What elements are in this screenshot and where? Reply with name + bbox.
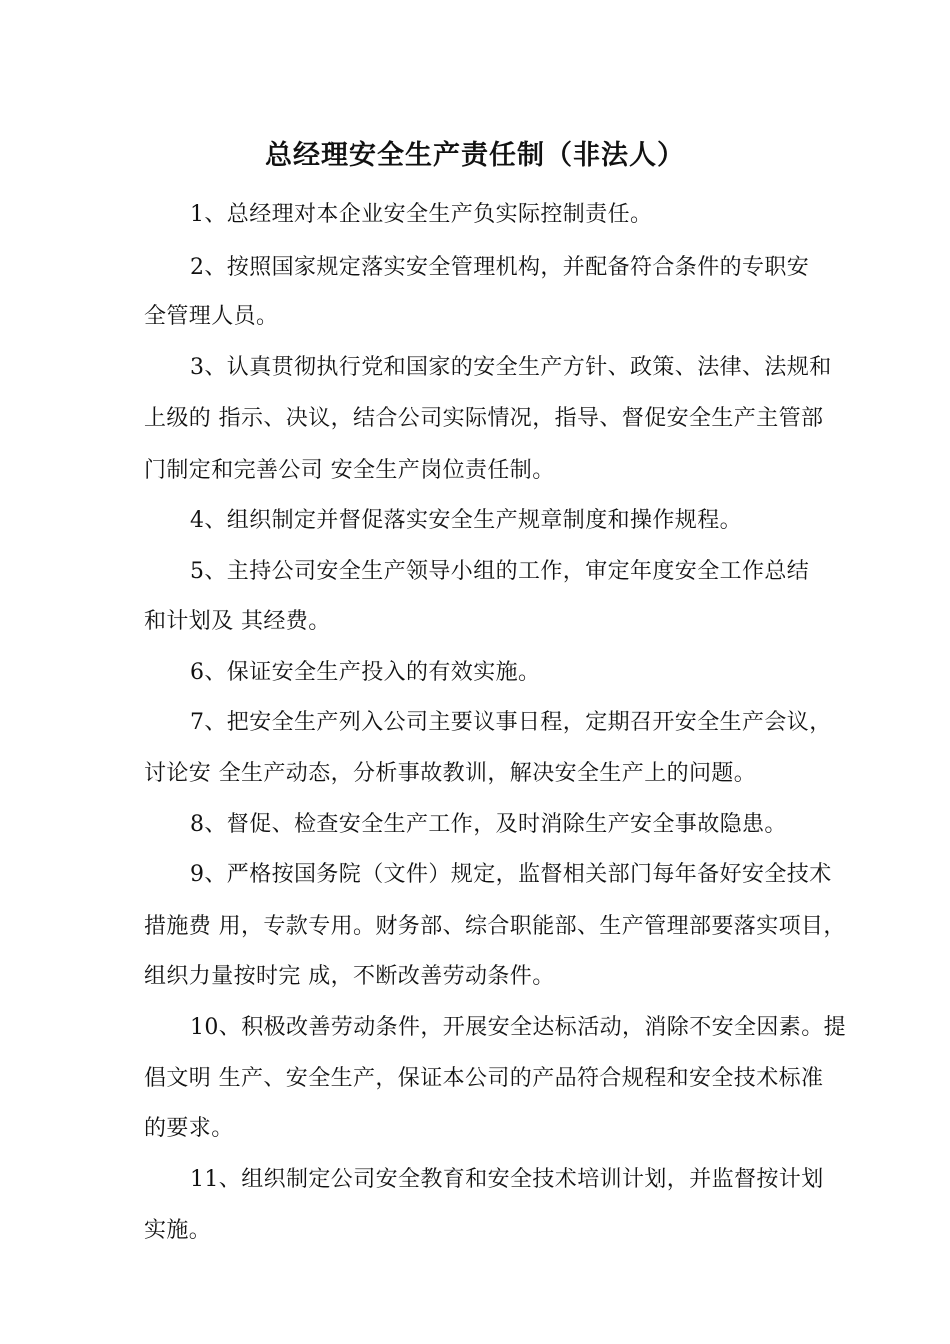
paragraph-7-line-1: 7、把安全生产列入公司主要议事日程，定期召开安全生产会议， xyxy=(190,710,832,735)
paragraph-10-line-2: 倡文明 生产、安全生产，保证本公司的产品符合规程和安全技术标准 xyxy=(144,1066,824,1091)
paragraph-11-line-2: 实施。 xyxy=(144,1218,212,1243)
paragraph-4-line-1: 4、组织制定并督促落实安全生产规章制度和操作规程。 xyxy=(190,508,742,533)
paragraph-11-line-1: 11、组织制定公司安全教育和安全技术培训计划，并监督按计划 xyxy=(190,1167,824,1192)
paragraph-10-line-1: 10、积极改善劳动条件，开展安全达标活动，消除不安全因素。提 xyxy=(190,1015,846,1040)
paragraph-3-line-1: 3、认真贯彻执行党和国家的安全生产方针、政策、法律、法规和 xyxy=(190,355,832,380)
paragraph-10-line-3: 的要求。 xyxy=(144,1116,234,1141)
paragraph-3-line-2: 上级的 指示、决议，结合公司实际情况，指导、督促安全生产主管部 xyxy=(144,406,824,431)
paragraph-7-line-2: 讨论安 全生产动态，分析事故教训，解决安全生产上的问题。 xyxy=(144,761,757,786)
paragraph-3-line-3: 门制定和完善公司 安全生产岗位责任制。 xyxy=(144,458,555,483)
paragraph-2-line-2: 全管理人员。 xyxy=(144,304,279,329)
paragraph-6-line-1: 6、保证安全生产投入的有效实施。 xyxy=(190,660,541,685)
paragraph-9-line-3: 组织力量按时完 成，不断改善劳动条件。 xyxy=(144,964,555,989)
paragraph-9-line-1: 9、严格按国务院（文件）规定，监督相关部门每年备好安全技术 xyxy=(190,862,832,887)
paragraph-2-line-1: 2、按照国家规定落实安全管理机构，并配备符合条件的专职安 xyxy=(190,255,810,280)
paragraph-5-line-2: 和计划及 其经费。 xyxy=(144,609,331,634)
paragraph-5-line-1: 5、主持公司安全生产领导小组的工作，审定年度安全工作总结 xyxy=(190,559,810,584)
paragraph-9-line-2: 措施费 用，专款专用。财务部、综合职能部、生产管理部要落实项目， xyxy=(144,914,846,939)
paragraph-8-line-1: 8、督促、检查安全生产工作，及时消除生产安全事故隐患。 xyxy=(190,812,787,837)
paragraph-1-line-1: 1、总经理对本企业安全生产负实际控制责任。 xyxy=(190,202,653,227)
document-title: 总经理安全生产责任制（非法人） xyxy=(265,140,685,171)
